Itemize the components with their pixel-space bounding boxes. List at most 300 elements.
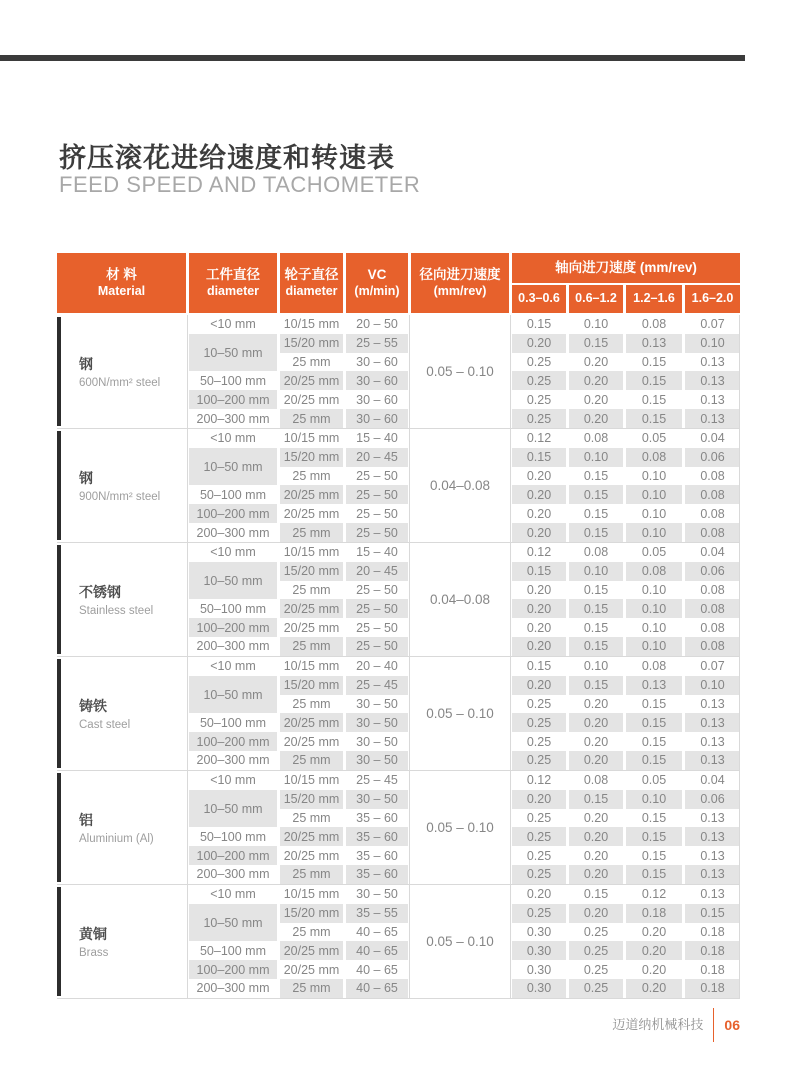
column-divider [187,429,188,542]
axial-cell: 0.20 [583,355,609,370]
header-axial-subcol-3: 1.2–1.6 [626,285,682,313]
axial-cell: 0.30 [512,979,566,998]
workpiece-cell: 100–200 mm [189,732,277,751]
axial-cell: 0.10 [641,506,667,521]
axial-cell: 0.10 [569,562,623,581]
vc-cell: 25 – 50 [356,583,398,597]
material-cell [57,885,186,998]
footer-company-name: 迈道纳机械科技 [612,1017,704,1032]
header-vc [346,253,408,313]
axial-cell: 0.13 [700,355,725,370]
axial-cell: 0.15 [641,696,667,711]
vc-cell: 20 – 45 [346,562,408,581]
axial-cell: 0.10 [685,334,740,353]
wheel-cell: 10/15 mm [283,887,340,902]
axial-cell: 0.08 [700,620,725,635]
axial-cell: 0.18 [685,979,740,998]
workpiece-cell: 200–300 mm [196,411,270,426]
axial-cell: 0.15 [526,659,552,674]
vc-cell: 40 – 65 [346,941,408,960]
vc-cell: 30 – 60 [356,392,398,407]
axial-cell: 0.05 [641,773,667,788]
material-cell [57,543,186,656]
material-block-4 [57,771,740,885]
wheel-cell: 25 mm [280,409,343,428]
axial-cell: 0.20 [626,979,682,998]
column-divider [409,315,410,428]
axial-cell: 0.08 [685,599,740,618]
vc-cell: 25 – 45 [356,773,398,788]
axial-cell: 0.10 [626,599,682,618]
axial-cell: 0.08 [583,773,609,788]
axial-cell: 0.08 [583,431,609,446]
axial-cell: 0.10 [583,659,609,674]
axial-cell: 0.20 [583,696,609,711]
column-divider [510,885,511,998]
radial-feed-cell: 0.04–0.08 [429,591,491,607]
axial-cell: 0.08 [700,506,725,521]
vc-cell: 25 – 45 [346,676,408,695]
material-block-2 [57,543,740,657]
feed-speed-table [57,253,740,999]
header-vc-unit: (m/min) [354,283,400,298]
axial-cell: 0.15 [626,409,682,428]
workpiece-cell: 200–300 mm [196,867,270,882]
workpiece-cell: 200–300 mm [196,639,270,654]
vc-cell: 15 – 40 [356,431,398,446]
axial-cell: 0.15 [583,506,609,521]
header-workpiece-diameter [189,253,277,313]
header-workpiece-zh: 工件直径 [206,266,260,282]
column-divider [187,315,188,428]
axial-cell: 0.15 [512,562,566,581]
axial-cell: 0.25 [526,355,552,370]
vc-cell: 30 – 60 [346,371,408,390]
wheel-cell: 15/20 mm [280,790,343,809]
axial-cell: 0.20 [569,713,623,732]
axial-cell: 0.25 [583,924,609,939]
axial-cell: 0.30 [526,962,552,977]
wheel-cell: 15/20 mm [280,448,343,467]
header-vc-label: VC [367,266,387,282]
axial-cell: 0.13 [685,865,740,884]
header-wheel-zh: 轮子直径 [284,266,339,282]
material-block-0 [57,315,740,429]
workpiece-cell: 50–100 mm [199,715,266,730]
axial-cell: 0.06 [685,562,740,581]
material-name-zh: 黄铜 [79,925,107,942]
axial-cell: 0.15 [626,865,682,884]
block-accent-bar [57,545,61,654]
workpiece-cell: 100–200 mm [189,960,277,979]
wheel-cell: 25 mm [292,469,331,484]
axial-cell: 0.20 [569,865,623,884]
axial-cell: 0.08 [700,583,725,597]
vc-cell: 30 – 50 [356,887,398,902]
wheel-cell: 25 mm [292,583,331,597]
axial-cell: 0.08 [626,448,682,467]
axial-cell: 0.20 [569,371,623,390]
wheel-cell: 25 mm [280,865,343,884]
column-divider [739,543,740,656]
axial-cell: 0.10 [626,523,682,542]
workpiece-cell: 100–200 mm [189,390,277,409]
axial-cell: 0.20 [583,392,609,407]
header-axial-subcol-2: 0.6–1.2 [569,285,623,313]
axial-cell: 0.15 [583,469,609,484]
material-name-en: 900N/mm² steel [79,490,161,503]
material-name-zh: 钢 [79,469,93,486]
vc-cell: 30 – 50 [346,713,408,732]
wheel-cell: 15/20 mm [280,904,343,923]
axial-cell: 0.18 [626,904,682,923]
axial-cell: 0.13 [626,676,682,695]
wheel-cell: 25 mm [292,355,331,370]
axial-cell: 0.15 [569,485,623,504]
axial-cell: 0.08 [641,317,667,332]
axial-cell: 0.08 [685,523,740,542]
axial-cell: 0.15 [569,676,623,695]
vc-cell: 35 – 55 [346,904,408,923]
axial-cell: 0.06 [685,790,740,809]
axial-cell: 0.30 [512,941,566,960]
wheel-cell: 20/25 mm [283,620,340,635]
axial-cell: 0.12 [526,431,552,446]
wheel-cell: 10/15 mm [283,773,340,788]
axial-cell: 0.20 [512,523,566,542]
workpiece-cell: 50–100 mm [199,829,266,844]
axial-cell: 0.13 [700,734,725,749]
workpiece-cell: <10 mm [210,887,256,902]
axial-cell: 0.20 [512,676,566,695]
axial-cell: 0.20 [583,734,609,749]
radial-feed-cell: 0.05 – 0.10 [426,363,494,379]
material-block-5 [57,885,740,999]
axial-cell: 0.10 [626,485,682,504]
workpiece-cell: 50–100 mm [199,487,266,502]
axial-cell: 0.15 [685,904,740,923]
column-divider [409,657,410,770]
column-divider [187,885,188,998]
material-name-en: Brass [79,946,109,959]
radial-feed-cell: 0.05 – 0.10 [426,705,494,721]
axial-cell: 0.10 [641,469,667,484]
vc-cell: 30 – 50 [356,734,398,749]
axial-cell: 0.13 [700,848,725,863]
wheel-cell: 10/15 mm [283,659,340,674]
workpiece-cell: 10–50 mm [189,790,277,828]
workpiece-cell: <10 mm [210,545,256,560]
workpiece-cell: 10–50 mm [189,676,277,714]
vc-cell: 25 – 50 [346,523,408,542]
axial-cell: 0.15 [569,790,623,809]
axial-cell: 0.20 [526,469,552,484]
axial-cell: 0.15 [569,637,623,656]
axial-cell: 0.20 [512,599,566,618]
axial-cell: 0.25 [569,979,623,998]
vc-cell: 25 – 50 [346,599,408,618]
axial-cell: 0.13 [685,371,740,390]
wheel-cell: 20/25 mm [283,392,340,407]
wheel-cell: 20/25 mm [280,827,343,846]
axial-cell: 0.08 [583,545,609,560]
axial-cell: 0.18 [700,924,725,939]
wheel-cell: 20/25 mm [280,599,343,618]
axial-cell: 0.10 [626,790,682,809]
axial-cell: 0.25 [526,848,552,863]
axial-cell: 0.10 [626,637,682,656]
axial-cell: 0.25 [512,409,566,428]
header-radial-unit: (mm/rev) [433,283,487,298]
block-accent-bar [57,773,61,882]
wheel-cell: 25 mm [280,979,343,998]
axial-cell: 0.20 [641,962,667,977]
axial-cell: 0.13 [700,696,725,711]
axial-cell: 0.20 [526,583,552,597]
axial-cell: 0.04 [700,773,725,788]
axial-cell: 0.20 [526,887,552,902]
top-rule [0,55,745,61]
axial-cell: 0.12 [526,773,552,788]
workpiece-cell: 50–100 mm [199,601,266,616]
vc-cell: 30 – 50 [346,751,408,770]
axial-cell: 0.12 [641,887,667,902]
column-divider [187,657,188,770]
header-wheel-en: diameter [285,283,338,298]
axial-cell: 0.15 [641,734,667,749]
axial-cell: 0.20 [569,827,623,846]
axial-cell: 0.15 [569,523,623,542]
wheel-cell: 20/25 mm [283,734,340,749]
workpiece-cell: <10 mm [210,317,256,332]
axial-cell: 0.04 [700,545,725,560]
vc-cell: 20 – 45 [346,448,408,467]
vc-cell: 30 – 60 [356,355,398,370]
axial-cell: 0.15 [641,848,667,863]
workpiece-cell: 10–50 mm [189,562,277,600]
axial-cell: 0.08 [685,485,740,504]
axial-cell: 0.15 [569,599,623,618]
axial-cell: 0.10 [641,583,667,597]
block-accent-bar [57,887,61,996]
axial-cell: 0.15 [641,392,667,407]
axial-cell: 0.15 [583,583,609,597]
column-divider [187,771,188,884]
wheel-cell: 25 mm [280,523,343,542]
column-divider [409,543,410,656]
workpiece-cell: 10–50 mm [189,448,277,486]
vc-cell: 40 – 65 [356,962,398,977]
material-name-zh: 铝 [79,811,93,828]
wheel-cell: 25 mm [292,924,331,939]
header-axial-subcol-1: 0.3–0.6 [512,285,566,313]
axial-cell: 0.13 [685,751,740,770]
vc-cell: 35 – 60 [346,865,408,884]
axial-cell: 0.13 [685,713,740,732]
column-divider [510,657,511,770]
axial-cell: 0.15 [583,887,609,902]
axial-cell: 0.15 [626,371,682,390]
axial-cell: 0.20 [583,848,609,863]
axial-cell: 0.25 [512,865,566,884]
column-divider [739,885,740,998]
wheel-cell: 25 mm [280,751,343,770]
axial-cell: 0.25 [512,713,566,732]
axial-cell: 0.15 [569,334,623,353]
workpiece-cell: 10–50 mm [189,334,277,372]
axial-cell: 0.15 [583,620,609,635]
table-header [57,253,740,313]
axial-cell: 0.15 [626,827,682,846]
column-divider [510,771,511,884]
page-number: 06 [724,1017,740,1033]
axial-cell: 0.20 [512,637,566,656]
axial-cell: 0.07 [700,659,725,674]
page-title-zh: 挤压滚花进给速度和转速表 [59,143,395,173]
axial-cell: 0.13 [700,887,725,902]
vc-cell: 25 – 50 [346,637,408,656]
block-accent-bar [57,659,61,768]
axial-cell: 0.25 [583,962,609,977]
vc-cell: 40 – 65 [346,979,408,998]
header-axial-group: 轴向进刀速度 (mm/rev) [512,253,740,283]
wheel-cell: 20/25 mm [283,848,340,863]
material-cell [57,315,186,428]
wheel-cell: 15/20 mm [280,562,343,581]
axial-cell: 0.25 [569,941,623,960]
axial-cell: 0.08 [641,659,667,674]
axial-cell: 0.10 [569,448,623,467]
material-block-1 [57,429,740,543]
axial-cell: 0.13 [685,409,740,428]
page-footer [612,1008,740,1042]
axial-cell: 0.12 [526,545,552,560]
vc-cell: 20 – 40 [356,659,398,674]
vc-cell: 35 – 60 [356,810,398,825]
wheel-cell: 20/25 mm [280,941,343,960]
axial-cell: 0.20 [641,924,667,939]
column-divider [187,543,188,656]
axial-cell: 0.08 [626,562,682,581]
axial-cell: 0.15 [626,751,682,770]
axial-cell: 0.25 [526,392,552,407]
axial-cell: 0.15 [641,810,667,825]
axial-cell: 0.25 [512,371,566,390]
axial-cell: 0.20 [569,409,623,428]
material-name-en: 600N/mm² steel [79,376,161,389]
axial-cell: 0.10 [641,620,667,635]
material-cell [57,657,186,770]
header-radial-zh: 径向进刀速度 [419,266,501,282]
vc-cell: 25 – 50 [356,469,398,484]
material-name-en: Stainless steel [79,604,154,617]
wheel-cell: 10/15 mm [283,545,340,560]
wheel-cell: 25 mm [280,637,343,656]
table-body [57,315,740,999]
footer-divider [713,1008,714,1042]
header-axial-subcol-4: 1.6–2.0 [685,285,740,313]
vc-cell: 35 – 60 [356,848,398,863]
vc-cell: 20 – 50 [356,317,398,332]
header-material-en: Material [97,283,146,298]
workpiece-cell: <10 mm [210,773,256,788]
wheel-cell: 10/15 mm [283,317,340,332]
vc-cell: 25 – 50 [356,620,398,635]
column-divider [739,315,740,428]
workpiece-cell: <10 mm [210,659,256,674]
radial-feed-cell: 0.05 – 0.10 [426,933,494,949]
axial-cell: 0.20 [512,334,566,353]
block-accent-bar [57,317,61,426]
column-divider [739,657,740,770]
header-wheel-diameter [280,253,343,313]
vc-cell: 15 – 40 [356,545,398,560]
workpiece-cell: 100–200 mm [189,504,277,523]
axial-cell: 0.20 [569,751,623,770]
material-block-3 [57,657,740,771]
axial-cell: 0.13 [626,334,682,353]
block-accent-bar [57,431,61,540]
column-divider [739,429,740,542]
axial-cell: 0.13 [700,810,725,825]
wheel-cell: 25 mm [292,696,331,711]
radial-feed-cell: 0.05 – 0.10 [426,819,494,835]
wheel-cell: 20/25 mm [283,962,340,977]
material-name-zh: 不锈钢 [79,583,121,600]
axial-cell: 0.20 [526,506,552,521]
wheel-cell: 20/25 mm [283,506,340,521]
column-divider [409,429,410,542]
wheel-cell: 20/25 mm [280,713,343,732]
workpiece-cell: 100–200 mm [189,846,277,865]
vc-cell: 25 – 55 [346,334,408,353]
column-divider [739,771,740,884]
axial-cell: 0.25 [512,827,566,846]
workpiece-cell: 100–200 mm [189,618,277,637]
axial-cell: 0.25 [526,696,552,711]
axial-cell: 0.04 [700,431,725,446]
axial-cell: 0.06 [685,448,740,467]
axial-cell: 0.20 [569,904,623,923]
header-material [57,253,186,313]
material-name-zh: 铸铁 [79,697,107,714]
wheel-cell: 15/20 mm [280,676,343,695]
workpiece-cell: 200–300 mm [196,525,270,540]
axial-cell: 0.13 [685,827,740,846]
axial-cell: 0.20 [512,790,566,809]
vc-cell: 30 – 60 [346,409,408,428]
axial-cell: 0.15 [512,448,566,467]
axial-cell: 0.15 [641,355,667,370]
workpiece-cell: 50–100 mm [199,943,266,958]
vc-cell: 25 – 50 [356,506,398,521]
wheel-cell: 15/20 mm [280,334,343,353]
vc-cell: 25 – 50 [346,485,408,504]
axial-cell: 0.10 [685,676,740,695]
vc-cell: 35 – 60 [346,827,408,846]
wheel-cell: 20/25 mm [280,485,343,504]
column-divider [510,429,511,542]
axial-cell: 0.10 [583,317,609,332]
axial-cell: 0.15 [626,713,682,732]
axial-cell: 0.20 [583,810,609,825]
column-divider [510,315,511,428]
column-divider [409,771,410,884]
axial-cell: 0.05 [641,545,667,560]
axial-cell: 0.08 [685,637,740,656]
material-name-en: Aluminium (Al) [79,832,154,845]
column-divider [409,885,410,998]
